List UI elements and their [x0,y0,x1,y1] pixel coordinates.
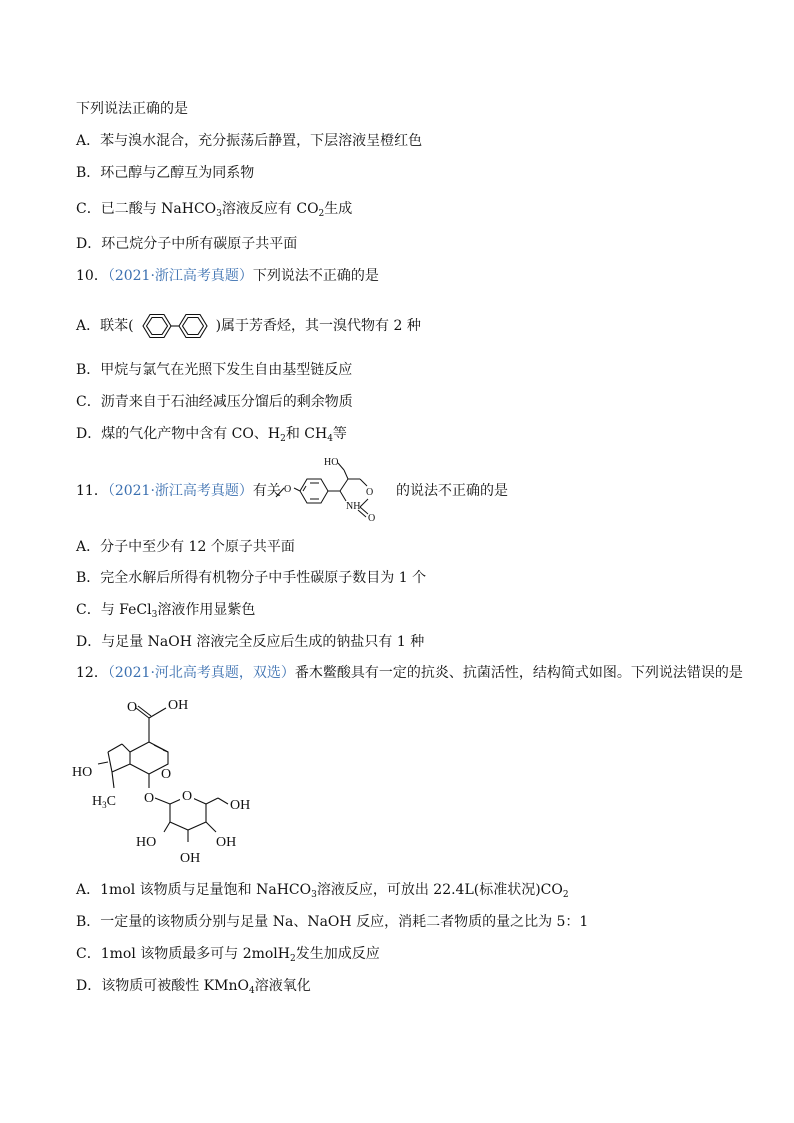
ring-oxygen-label: O [366,487,374,498]
q12-number: 12． [76,665,108,681]
carbonyl-oxygen-label: O [368,513,376,524]
q12-option-d: D．该物质可被酸性 KMnO$_4$溶液氧化 [76,978,311,996]
q10-option-d: D．煤的气化产物中含有 CO、$H_2$和 $CH_4$等 [76,426,347,444]
q9-option-b: B．环己醇与乙醇互为同系物 [76,165,255,181]
q10-source: （2021·浙江高考真题） [107,268,253,284]
q12-stem: 12．（2021·河北高考真题，双选）番木鳖酸具有一定的抗炎、抗菌活性，结构简式如图。下列说法错误的是 [76,665,743,681]
sugar-ring-oxygen-label: O [182,789,193,804]
hydroxyl-label: HO [324,457,339,468]
methoxy-oxygen-label: O [284,484,292,495]
hydroxyl-left-label: HO [72,765,93,780]
carbonyl-oxygen-label: O [127,700,138,715]
nh-label: NH [346,501,361,512]
glycosidic-oxygen-label: O [144,791,155,806]
q10-option-b: B．甲烷与氯气在光照下发生自由基型链反应 [76,362,353,378]
q12-option-c: C．1mol 该物质最多可与 2molH$_2$发生加成反应 [76,946,380,964]
q10-number: 10． [76,268,108,284]
q11-source: （2021·浙江高考真题） [107,483,253,499]
q12-molecule-structure [70,692,270,870]
q9-option-a: A．苯与溴水混合，充分振荡后静置，下层溶液呈橙红色 [76,133,423,149]
q11-option-d: D．与足量 NaOH 溶液完全反应后生成的钠盐只有 1 种 [76,634,425,650]
hydroxyl-bottom-center-label: OH [180,851,201,866]
q9-stem: 下列说法正确的是 [76,101,188,117]
q10-option-a: A．联苯( )属于芳香烃，其一溴代物有 2 种 [76,312,421,340]
q12-option-a: A．1mol 该物质与足量饱和 NaHCO$_3$溶液反应，可放出 22.4L(标准状况)$CO_2$ [76,882,569,900]
carboxyl-oh-label: OH [168,698,189,713]
q10-option-c: C．沥青来自于石油经减压分馏后的剩余物质 [76,394,353,410]
pyran-oxygen-label: O [161,767,172,782]
biphenyl-structure [134,312,216,340]
q11-stem-start: 11．（2021·浙江高考真题）有关 [76,483,281,499]
q11-option-a: A．分子中至少有 12 个原子共平面 [76,539,295,555]
q9-option-d: D．环己烷分子中所有碳原子共平面 [76,236,298,252]
q11-option-c: C．与 FeCl$_3$溶液作用显紫色 [76,602,256,620]
q12-option-b: B．一定量的该物质分别与足量 Na、NaOH 反应，消耗二者物质的量之比为 5：1 [76,914,589,930]
q11-molecule-structure [270,455,400,525]
q11-stem-end: 的说法不正确的是 [396,483,508,499]
q11-option-b: B．完全水解后所得有机物分子中手性碳原子数目为 1 个 [76,570,427,586]
q11-number: 11． [76,483,108,499]
hydroxymethyl-oh-label: OH [230,798,251,813]
hydroxyl-bottom-right-label: OH [216,835,237,850]
hydroxyl-bottom-left-label: HO [136,835,157,850]
q10-stem: 10．（2021·浙江高考真题）下列说法不正确的是 [76,268,379,284]
q12-source: （2021·河北高考真题，双选） [107,665,295,681]
q9-option-c: C．已二酸与 NaHCO$_3$溶液反应有 $CO_2$生成 [76,201,353,219]
methyl-label: $H_3C$ [92,794,116,810]
